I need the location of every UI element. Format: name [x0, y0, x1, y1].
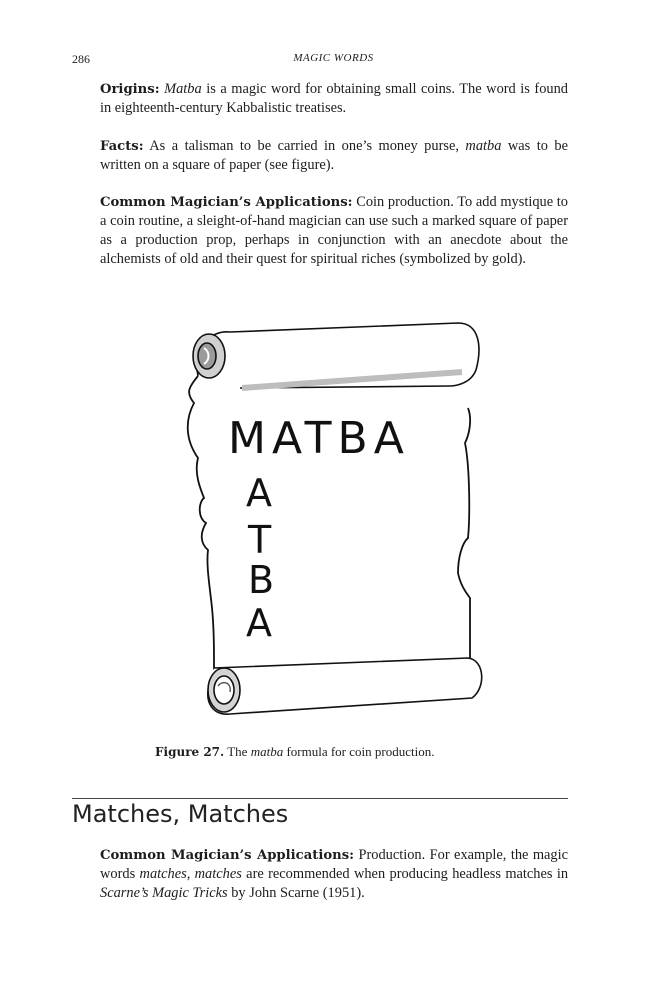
scroll-top-roll [193, 323, 479, 388]
page-number: 286 [72, 52, 90, 66]
facts-paragraph [100, 137, 568, 175]
scroll-letter-2: T [248, 518, 272, 562]
caption-word: matba [250, 744, 284, 759]
scroll-word-matba: MATBA [228, 413, 410, 464]
matba-applications-paragraph [100, 193, 568, 269]
caption-pre: The [224, 744, 251, 759]
matches-applications-paragraph [100, 846, 568, 903]
facts-word: matba [465, 138, 502, 154]
facts-text-before: As a talisman to be carried in one’s money purse, [143, 138, 466, 154]
caption-post: formula for coin production. [283, 744, 435, 759]
running-title: MAGIC WORDS [293, 52, 374, 64]
origins-paragraph [100, 80, 568, 118]
matches-book-title: Scarne’s Magic Tricks [100, 885, 228, 901]
facts-label: Facts: [100, 139, 144, 154]
scroll-letter-3: B [248, 558, 275, 602]
section-divider [72, 798, 568, 799]
scroll-letter-4: A [246, 601, 272, 645]
caption-label: Figure 27. [155, 745, 225, 759]
origins-label: Origins: [100, 82, 160, 97]
origins-word: Matba [164, 81, 202, 97]
section-title: Matches, Matches [72, 800, 289, 828]
matches-applications-label: Common Magician’s Applications: [100, 848, 355, 863]
origins-text: is a magic word for obtaining small coins. The word is found in eighteenth-century Kabbalistic treatises. [100, 81, 568, 116]
scroll-letter-1: A [246, 471, 272, 515]
matba-applications-label: Common Magician’s Applications: [100, 195, 353, 210]
matches-text-before: Production. For example, the magic words [100, 847, 568, 882]
matches-text-after: by John Scarne (1951). [227, 885, 365, 901]
scroll-bottom-roll [208, 658, 482, 714]
matches-text-middle: are recommended when producing headless matches in [241, 866, 569, 882]
running-head [0, 52, 667, 70]
figure-caption [155, 744, 434, 760]
scroll-illustration [180, 318, 490, 723]
matches-words: matches, matches [139, 866, 242, 882]
facts-text-after: was to be written on a square of paper (see figure). [100, 138, 568, 173]
matba-applications-text: Coin production. To add mystique to a coin routine, a sleight-of-hand magician can use such a marked square of paper as a production prop, perhaps in conjunction with an anecdote about the alchemists of old and their quest for spiritual riches (symbolized by gold). [100, 194, 569, 267]
